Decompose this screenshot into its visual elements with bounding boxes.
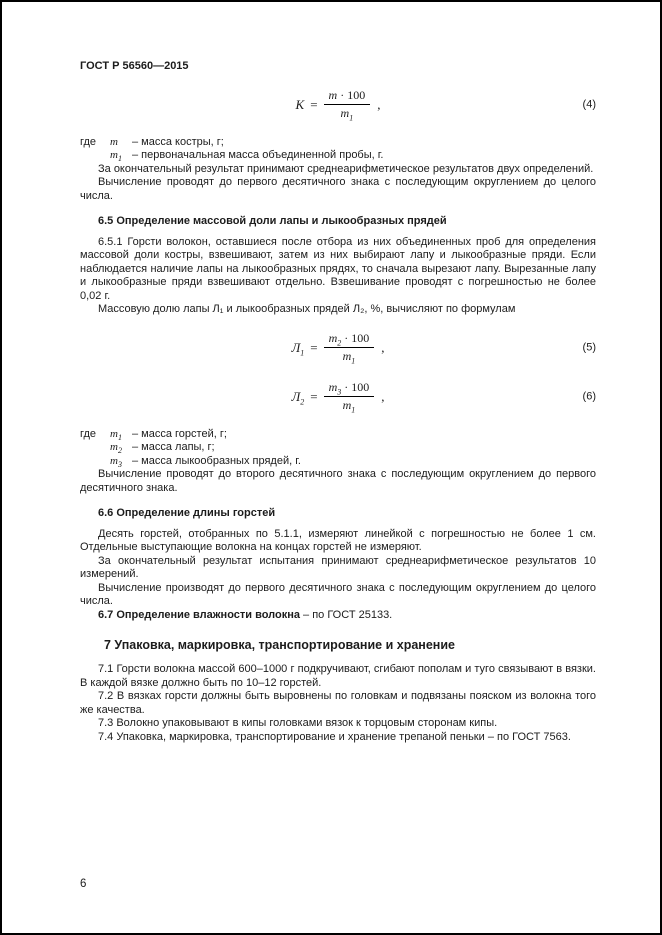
definition-item: $m_2$ – масса лапы, г; bbox=[110, 441, 215, 456]
formula-4 bbox=[80, 87, 596, 123]
equation-number: (5) bbox=[582, 340, 596, 353]
where-label: где bbox=[80, 427, 97, 440]
paragraph-final-result: За окончательный результат принимают среднеарифметическое результатов двух определений. bbox=[98, 162, 594, 175]
paragraph-7-4: 7.4 Упаковка, маркировка, транспортирование и хранение трепаной пеньки – по ГОСТ 7563. bbox=[98, 730, 571, 743]
definitions-list bbox=[80, 136, 596, 163]
equals-sign: = bbox=[310, 96, 318, 112]
document-header: ГОСТ Р 56560—2015 bbox=[80, 60, 189, 72]
definition-item: $m_1$ – масса горстей, г; bbox=[110, 427, 227, 442]
formula-lhs: $Л_2$ bbox=[291, 388, 305, 407]
heading-6-6: 6.6 Определение длины горстей bbox=[98, 507, 276, 519]
formula-comma: , bbox=[381, 339, 385, 355]
paragraph-6-6-3: Вычисление производят до первого десятичного знака с последующим округлением до целого числа. bbox=[80, 581, 596, 607]
formula-5-expression bbox=[291, 331, 385, 366]
equals-sign: = bbox=[310, 339, 318, 355]
fraction: $\frac{m \cdot 100}{m_1}$ bbox=[324, 89, 371, 120]
formula-lhs: K bbox=[295, 96, 305, 112]
formula-4-expression bbox=[295, 88, 381, 123]
equation-number: (6) bbox=[582, 389, 596, 402]
heading-6-5: 6.5 Определение массовой доли лапы и лыкообразных прядей bbox=[98, 215, 447, 227]
paragraph-rounding: Вычисление проводят до первого десятичного знака с последующим округлением до целого числа. bbox=[80, 176, 596, 202]
fraction: $\frac{m_3 \cdot 100}{m_1}$ bbox=[324, 381, 375, 412]
formula-lhs: $Л_1$ bbox=[291, 339, 305, 358]
definitions-list bbox=[80, 428, 596, 469]
definition-item: $m_3$ – масса лыкообразных прядей, г. bbox=[110, 454, 301, 469]
paragraph-6-6-1: Десять горстей, отобранных по 5.1.1, измеряют линейкой с погрешностью не более 1 см. Отдельные выступающие волокна на концах горстей не измеряют. bbox=[80, 527, 596, 553]
paragraph-6-6-2: За окончательный результат испытания принимают среднеарифметическое результатов 10 измерений. bbox=[80, 554, 596, 580]
where-label: где bbox=[80, 135, 97, 148]
formula-comma: , bbox=[381, 388, 385, 404]
fraction: $\frac{m_2 \cdot 100}{m_1}$ bbox=[324, 332, 375, 363]
formula-5 bbox=[80, 330, 596, 366]
formula-6 bbox=[80, 379, 596, 415]
definition-item: $m_1$ – первоначальная масса объединенной пробы, г. bbox=[110, 149, 384, 164]
paragraph-rounding-second: Вычисление проводят до второго десятичного знака с последующим округлением до первого десятичного знака. bbox=[80, 468, 596, 494]
paragraph-mass-share: Массовую долю лапы Л₁ и лыкообразных прядей Л₂, %, вычисляют по формулам bbox=[98, 303, 516, 315]
heading-6-7-runin: 6.7 Определение влажности волокна bbox=[98, 608, 300, 621]
paragraph-7-3: 7.3 Волокно упаковывают в кипы головками вязок к торцовым сторонам кипы. bbox=[98, 717, 498, 729]
formula-comma: , bbox=[377, 96, 381, 112]
page-number: 6 bbox=[80, 877, 87, 890]
paragraph-6-5-1: 6.5.1 Горсти волокон, оставшиеся после отбора из них объединенных проб для определения массовой доли костры, взвешивают, затем из них выбирают лапу и лыкообразные пряди. Если наблюдается наличие лапы на лыкообразных прядях, то сначала вырезают лапу. Вырезанные лапу и лыкообразные пряди взвешивают отдельно. Взвешивание проводят с погрешностью не более 0,02 г. bbox=[80, 235, 596, 302]
formula-6-expression bbox=[291, 380, 385, 415]
heading-7: 7 Упаковка, маркировка, транспортирование и хранение bbox=[104, 638, 455, 652]
equals-sign: = bbox=[310, 388, 318, 404]
paragraph-6-7: 6.7 Определение влажности волокна – по ГОСТ 25133. bbox=[98, 608, 393, 621]
definition-item: m – масса костры, г; bbox=[110, 135, 224, 148]
equation-number: (4) bbox=[582, 97, 596, 110]
paragraph-7-1: 7.1 Горсти волокна массой 600–1000 г подкручивают, сгибают пополам и туго связывают в вязки. В каждой вязке должно быть по 10–12 горстей. bbox=[80, 663, 596, 689]
paragraph-7-2: 7.2 В вязках горсти должны быть выровнены по головкам и подвязаны пояском из волокна того же качества. bbox=[80, 690, 596, 716]
